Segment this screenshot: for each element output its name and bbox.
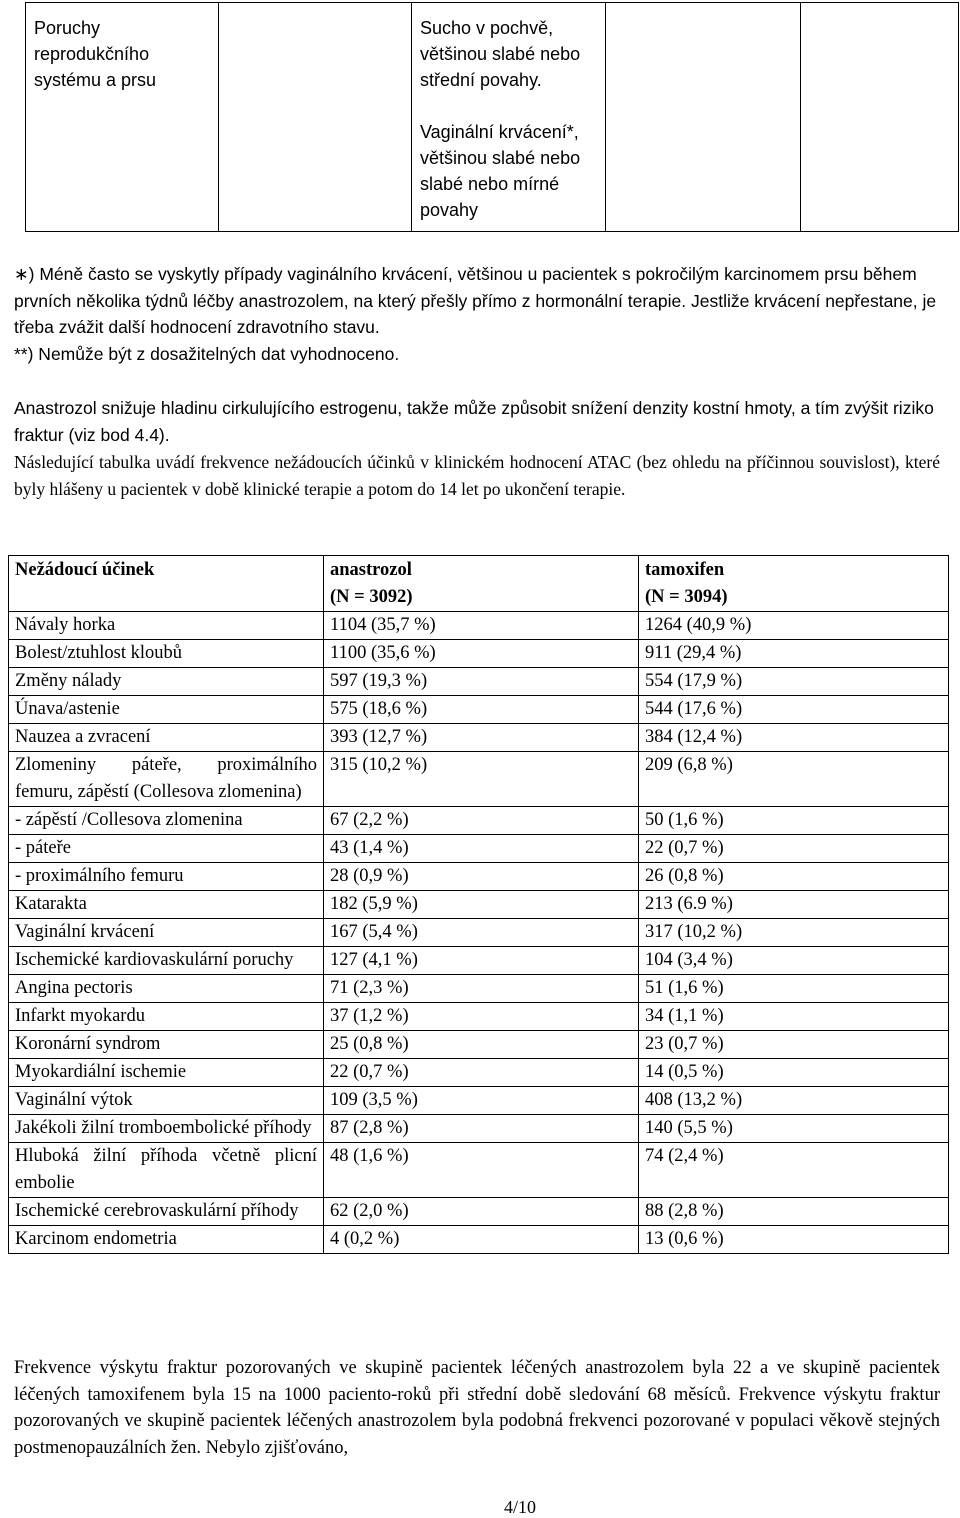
tamoxifen-cell: 213 (6.9 %) — [639, 891, 949, 919]
table-row — [9, 612, 949, 640]
effect-cell: Koronární syndrom — [9, 1031, 324, 1059]
anastrozol-cell: 28 (0,9 %) — [324, 863, 639, 891]
effect-cell: Únava/astenie — [9, 696, 324, 724]
tamoxifen-cell: 209 (6,8 %) — [639, 752, 949, 807]
anastrozol-cell: 67 (2,2 %) — [324, 807, 639, 835]
table-row — [9, 724, 949, 752]
table-row — [9, 947, 949, 975]
effect-cell: Ischemické cerebrovaskulární příhody — [9, 1198, 324, 1226]
effect-cell: Vaginální krvácení — [9, 919, 324, 947]
top-table — [25, 2, 959, 232]
tamoxifen-cell: 384 (12,4 %) — [639, 724, 949, 752]
anastrozol-cell: 43 (1,4 %) — [324, 835, 639, 863]
table-header-row — [9, 556, 949, 612]
table-row — [9, 1087, 949, 1115]
anastrozol-cell: 37 (1,2 %) — [324, 1003, 639, 1031]
page-number: 4/10 — [503, 1497, 536, 1517]
effect-text-dryness: Sucho v pochvě, většinou slabé nebo střední povahy. — [420, 18, 581, 90]
anastrozol-cell: 25 (0,8 %) — [324, 1031, 639, 1059]
table-row — [9, 891, 949, 919]
effect-text-bleeding: Vaginální krvácení*, většinou slabé nebo slabé nebo mírné povahy — [420, 122, 581, 220]
effect-cell: Myokardiální ischemie — [9, 1059, 324, 1087]
tamoxifen-cell: 74 (2,4 %) — [639, 1143, 949, 1198]
tamoxifen-cell: 13 (0,6 %) — [639, 1226, 949, 1254]
anastrozol-cell: 4 (0,2 %) — [324, 1226, 639, 1254]
effect-cell: - zápěstí /Collesova zlomenina — [9, 807, 324, 835]
anastrozol-cell: 1104 (35,7 %) — [324, 612, 639, 640]
top-table-cell-empty — [606, 3, 801, 232]
footnote-bleeding: ∗) Méně často se vyskytly případy vaginálního krvácení, většinou u pacientek s pokročilým karcinomem prsu během prvních několika týdnů léčby anastrozolem, na který přešly přímo z hormonální terapie. Jestliže krvácení nepřestane, je třeba zvážit další hodnocení zdravotního stavu. — [14, 264, 937, 337]
table-row — [9, 1143, 949, 1198]
effect-cell: Ischemické kardiovaskulární poruchy — [9, 947, 324, 975]
paragraph-atac: Následující tabulka uvádí frekvence nežádoucích účinků v klinickém hodnocení ATAC (bez ohledu na příčinnou souvislost), které byly hlášeny u pacientek v době klinické terapie a potom do 14 let po ukončení terapie. — [14, 452, 940, 499]
footnotes — [14, 261, 940, 367]
effect-cell: Změny nálady — [9, 668, 324, 696]
adverse-effects-table — [8, 555, 949, 1254]
table-row — [9, 835, 949, 863]
header-anastrozol-label: anastrozol — [330, 560, 412, 580]
top-table-cell-category — [26, 3, 219, 232]
tamoxifen-cell: 26 (0,8 %) — [639, 863, 949, 891]
table-row — [9, 696, 949, 724]
tamoxifen-cell: 50 (1,6 %) — [639, 807, 949, 835]
tamoxifen-cell: 317 (10,2 %) — [639, 919, 949, 947]
top-table-cell-empty — [801, 3, 959, 232]
table-row — [9, 1003, 949, 1031]
category-text: Poruchy reprodukčního systému a prsu — [34, 18, 157, 90]
anastrozol-cell: 109 (3,5 %) — [324, 1087, 639, 1115]
tamoxifen-cell: 544 (17,6 %) — [639, 696, 949, 724]
tamoxifen-cell: 88 (2,8 %) — [639, 1198, 949, 1226]
anastrozol-cell: 393 (12,7 %) — [324, 724, 639, 752]
table-row — [9, 752, 949, 807]
table-row — [9, 807, 949, 835]
top-table-row — [26, 3, 959, 232]
tamoxifen-cell: 23 (0,7 %) — [639, 1031, 949, 1059]
tamoxifen-cell: 104 (3,4 %) — [639, 947, 949, 975]
anastrozol-cell: 22 (0,7 %) — [324, 1059, 639, 1087]
anastrozol-cell: 182 (5,9 %) — [324, 891, 639, 919]
anastrozol-cell: 127 (4,1 %) — [324, 947, 639, 975]
paragraph-anastrozol: Anastrozol snižuje hladinu cirkulujícího estrogenu, takže může způsobit snížení denzity kostní hmoty, a tím zvýšit riziko fraktur (viz bod 4.4). — [14, 398, 934, 445]
header-tamoxifen — [639, 556, 949, 612]
tamoxifen-cell: 14 (0,5 %) — [639, 1059, 949, 1087]
tamoxifen-cell: 1264 (40,9 %) — [639, 612, 949, 640]
tamoxifen-cell: 22 (0,7 %) — [639, 835, 949, 863]
table-row — [9, 668, 949, 696]
tamoxifen-cell: 408 (13,2 %) — [639, 1087, 949, 1115]
table-row — [9, 1115, 949, 1143]
effect-cell: Jakékoli žilní tromboembolické příhody — [9, 1115, 324, 1143]
tamoxifen-cell: 911 (29,4 %) — [639, 640, 949, 668]
table-row — [9, 1226, 949, 1254]
effect-cell: Hluboká žilní příhoda včetně plicní embolie — [9, 1143, 324, 1198]
header-anastrozol-n: (N = 3092) — [330, 587, 413, 607]
tamoxifen-cell: 554 (17,9 %) — [639, 668, 949, 696]
footnote-not-evaluable: **) Nemůže být z dosažitelných dat vyhodnoceno. — [14, 343, 400, 364]
table-row — [9, 863, 949, 891]
anastrozol-cell: 167 (5,4 %) — [324, 919, 639, 947]
effect-cell: Karcinom endometria — [9, 1226, 324, 1254]
table-row — [9, 975, 949, 1003]
top-table-cell-empty — [219, 3, 412, 232]
table-row — [9, 1031, 949, 1059]
header-effect-label: Nežádoucí účinek — [15, 560, 155, 580]
anastrozol-cell: 62 (2,0 %) — [324, 1198, 639, 1226]
anastrozol-cell: 48 (1,6 %) — [324, 1143, 639, 1198]
tamoxifen-cell: 34 (1,1 %) — [639, 1003, 949, 1031]
table-row — [9, 640, 949, 668]
header-tamoxifen-label: tamoxifen — [645, 560, 725, 580]
effect-cell: Vaginální výtok — [9, 1087, 324, 1115]
header-effect — [9, 556, 324, 612]
table-row — [9, 1198, 949, 1226]
effect-cell: Infarkt myokardu — [9, 1003, 324, 1031]
header-anastrozol — [324, 556, 639, 612]
anastrozol-cell: 597 (19,3 %) — [324, 668, 639, 696]
anastrozol-cell: 71 (2,3 %) — [324, 975, 639, 1003]
tamoxifen-cell: 51 (1,6 %) — [639, 975, 949, 1003]
anastrozol-cell: 87 (2,8 %) — [324, 1115, 639, 1143]
effect-cell: Návaly horka — [9, 612, 324, 640]
effect-cell: Zlomeniny páteře, proximálního femuru, zápěstí (Collesova zlomenina) — [9, 752, 324, 807]
header-tamoxifen-n: (N = 3094) — [645, 587, 728, 607]
effect-cell: Nauzea a zvracení — [9, 724, 324, 752]
anastrozol-cell: 575 (18,6 %) — [324, 696, 639, 724]
table-row — [9, 1059, 949, 1087]
effect-cell: - páteře — [9, 835, 324, 863]
effect-cell: - proximálního femuru — [9, 863, 324, 891]
top-table-cell-effects — [412, 3, 606, 232]
effect-cell: Bolest/ztuhlost kloubů — [9, 640, 324, 668]
anastrozol-cell: 1100 (35,6 %) — [324, 640, 639, 668]
table-row — [9, 919, 949, 947]
effect-cell: Katarakta — [9, 891, 324, 919]
anastrozol-cell: 315 (10,2 %) — [324, 752, 639, 807]
paragraph-fractures: Frekvence výskytu fraktur pozorovaných ve skupině pacientek léčených anastrozolem byla 22 a ve skupině pacientek léčených tamoxifenem byla 15 na 1000 paciento-roků při střední době sledování 68 měsíců. Frekvence výskytu fraktur pozorovaných ve skupině pacientek léčených anastrozolem byla podobná frekvenci pozorované v populaci věkově stejných postmenopauzálních žen. Nebylo zjišťováno, — [14, 1358, 940, 1458]
tamoxifen-cell: 140 (5,5 %) — [639, 1115, 949, 1143]
effect-cell: Angina pectoris — [9, 975, 324, 1003]
